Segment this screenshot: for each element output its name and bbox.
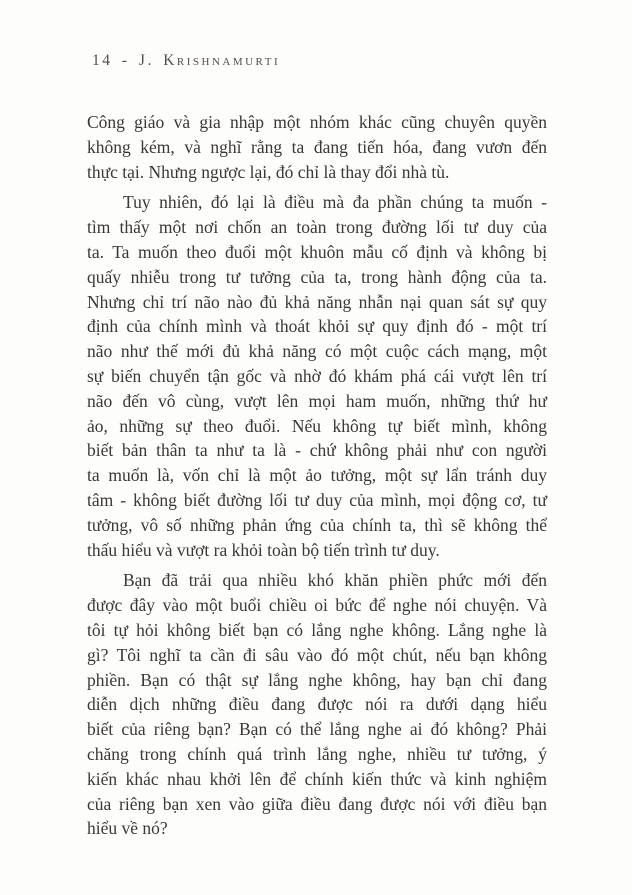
text-line: quấy nhiễu trong tư tưởng của ta, trong hành động của ta. bbox=[87, 266, 547, 287]
text-line: tìm thấy một nơi chốn an toàn trong đường lối tư duy của bbox=[87, 217, 547, 238]
text-line: diễn dịch những điều đang được nói ra dưới dạng hiểu bbox=[87, 694, 547, 715]
text-line: não như thế mới đủ khả năng có một cuộc cách mạng, một bbox=[87, 341, 547, 362]
text-line: tôi tự hỏi không biết bạn có lắng nghe không. Lắng nghe là bbox=[87, 619, 547, 640]
text-line: sự biến chuyển tận gốc và nhờ đó khám phá cái vượt lên trí bbox=[87, 365, 547, 386]
text-line: chăng trong chính quá trình lắng nghe, nhiều tư tưởng, ý bbox=[87, 743, 547, 764]
text-line: không kém, và nghĩ rằng ta đang tiến hóa, đang vươn đến bbox=[87, 136, 547, 157]
text-line: được đây vào một buổi chiều oi bức để nghe nói chuyện. Và bbox=[87, 595, 547, 616]
text-line: gì? Tôi nghĩ ta cần đi sâu vào đó một chút, nếu bạn không bbox=[87, 644, 547, 665]
text-line: Công giáo và gia nhập một nhóm khác cũng chuyên quyền bbox=[87, 112, 547, 132]
text-line: kiến khác nhau khởi lên để chính kiến thức và kinh nghiệm bbox=[87, 768, 547, 789]
text-line: phiền. Bạn có thật sự lắng nghe không, hay bạn chỉ đang bbox=[87, 669, 547, 690]
text-line: Bạn đã trải qua nhiều khó khăn phiền phức mới đến bbox=[123, 570, 547, 591]
text-line: ta. Ta muốn theo đuổi một khuôn mẫu cố định và không bị bbox=[87, 241, 547, 262]
running-header: 14 - J. Krishnamurti bbox=[92, 52, 281, 69]
body-text bbox=[87, 110, 547, 841]
text-line: tưởng, vô số những phản ứng của chính ta, thì sẽ không thể bbox=[87, 514, 547, 535]
text-line: Tuy nhiên, đó lại là điều mà đa phần chúng ta muốn - bbox=[123, 192, 547, 213]
paragraph bbox=[87, 110, 547, 184]
text-line: não đến vô cùng, vượt lên mọi ham muốn, những thứ hư bbox=[87, 390, 547, 411]
text-line: biết của riêng bạn? Bạn có thể lắng nghe ai đó không? Phải bbox=[87, 719, 547, 740]
paragraph bbox=[87, 190, 547, 562]
text-line: của riêng bạn xen vào giữa điều đang được nói với điều bạn bbox=[87, 793, 547, 814]
text-line: tâm - không biết đường lối tư duy của mình, mọi động cơ, tư bbox=[87, 489, 547, 510]
text-line: ảo, những sự theo đuổi. Nếu không tự biết mình, không bbox=[87, 415, 547, 436]
text-line: Nhưng chỉ trí não nào đủ khả năng nhẫn nại quan sát sự quy bbox=[87, 291, 547, 312]
text-line: hiểu về nó? bbox=[87, 818, 168, 839]
text-line: định của chính mình và thoát khỏi sự quy định đó - một trí bbox=[87, 316, 547, 337]
text-line: ta muốn là, vốn chỉ là một ảo tưởng, một sự lẩn tránh duy bbox=[87, 465, 547, 486]
text-line: thực tại. Nhưng ngược lại, đó chỉ là thay đổi nhà tù. bbox=[87, 161, 450, 182]
paragraph bbox=[87, 568, 547, 841]
text-line: biết bản thân ta như ta là - chứ không phải như con người bbox=[87, 440, 547, 461]
text-line: thấu hiểu và vượt ra khỏi toàn bộ tiến trình tư duy. bbox=[87, 539, 440, 560]
